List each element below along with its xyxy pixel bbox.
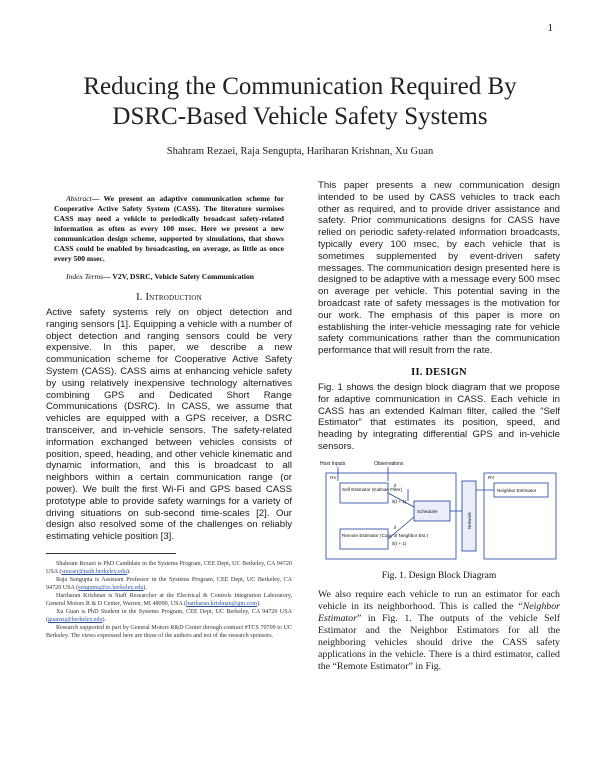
- neighbor-estimator-paragraph: [318, 589, 560, 673]
- footnote-2: [46, 576, 292, 592]
- title-line-2: DSRC-Based Vehicle Safety Systems: [112, 103, 488, 130]
- label-neighbor-estimator: Neighbor Estimator: [497, 487, 537, 493]
- paper-title: [40, 72, 560, 132]
- paragraph-start: We also require each vehicle to run an estimator for each vehicle in its neighborhood. This is called the “: [318, 588, 560, 612]
- footnote-text: Raja Sengupta is Assistant Professor in the Systems Program, CEE Dept, UC Berkeley, CA 94720 USA (: [46, 576, 292, 591]
- label-hv: HV: [330, 474, 337, 480]
- author-list: Shahram Rezaei, Raja Sengupta, Hariharan Krishnan, Xu Guan: [166, 146, 434, 157]
- footnote-text: Shahram Rezaei is PhD Candidate in the Systems Program, CEE Dept, UC Berkeley, CA 94720 USA (: [46, 560, 292, 575]
- label-rv: RV: [488, 474, 495, 480]
- abstract: [46, 194, 292, 264]
- index-terms-text: — V2V, DSRC, Vehicle Safety Communication: [103, 272, 255, 281]
- footnote-text: Research supported in part by General Motors R&D Center through contract #TCS 70709 to UC Berkeley. The views expressed here are those of the authors and not of the research sponsors.: [46, 624, 292, 639]
- section-heading-introduction: [46, 292, 292, 303]
- self-estimator-block: [340, 483, 388, 503]
- motivation-paragraph: This paper presents a new communication design intended to be used by CASS vehicles to track each other as required, and to provide driver assistance and safety. Prior communications designs for CASS have relied on periodic safety-related information broadcasts, typically every 100 msec, by each vehicle that is sometimes supplemented by event-driven safety messages. The communication design presented here is designed to be adaptive with a message every 500 msec on average per vehicle. This potential saving in the broadcast rate of safety messages is the motivation for our work. The emphasis of this paper is more on establishing the inter-vehicle messaging rate for vehicle safety communications rather than the communication performance that will result from the rate.: [318, 180, 560, 357]
- footnote-email-link[interactable]: hariharan.krishnan@gm.com: [186, 600, 258, 607]
- introduction-paragraph: Active safety systems rely on object detection and ranging sensors [1]. Equipping a vehicle with a number of object detection and ranging sensors could be very expensive. In this paper, we describe a new communication scheme for Cooperative Active Safety System (CASS). CASS aims at enhancing vehicle safety by using relatively inexpensive technology alternatives combining GPS and Dedicated Short Range Communications (DSRC). In CASS, we assume that vehicles are equipped with a GPS receiver, a DSRC transceiver, and in-vehicle sensors. The safety-related information exchanged between vehicles consists of position, speed, heading, and other vehicle kinematic and dynamic information, and this is broadcast to all neighbors within a certain communication range (or power). We built the first Wi-Fi and GPS based CASS prototype able to provide safety warnings for a variety of driving situations on sub-second time-scales [2]. Our design also resolved some of the challenges on reliably estimating vehicle position [3].: [46, 307, 292, 543]
- rv-boundary: [484, 473, 556, 559]
- section-heading-design: II. DESIGN: [411, 366, 467, 378]
- block-diagram-svg: [318, 459, 560, 563]
- label-xhat-d: x̂(t + 1): [392, 540, 407, 546]
- right-column: [318, 180, 560, 673]
- label-observations: Observations: [374, 460, 404, 467]
- footnote-divider: [46, 553, 176, 554]
- label-network: Network: [467, 511, 472, 529]
- label-scheduler: Scheduler: [417, 508, 438, 514]
- footnote-text: Xu Guan is PhD Student in the Systems Program, CEE Dept, UC Berkeley, CA 94720 USA (: [46, 608, 292, 623]
- footnote-end: ).: [143, 584, 147, 591]
- figure-caption: Fig. 1. Design Block Diagram: [381, 570, 497, 581]
- footnote-email-link[interactable]: guanxu@berkeley.edu: [48, 616, 103, 623]
- label-xhat-a: x̂: [394, 482, 397, 488]
- footnote-end: ).: [257, 600, 261, 607]
- label-self-estimator: Self Estimator (Kalman Filter): [342, 486, 402, 492]
- footnote-email-link[interactable]: sengupta@ce.berkeley.edu: [78, 584, 144, 591]
- footnote-end: ).: [102, 616, 107, 623]
- abstract-text: — We present an adaptive communication scheme for Cooperative Active Safety System (CASS). The literature surmises CASS may need a vehicle to periodically broadcast safety-related information as often as every 100 msec. Here we present a new communication design scheme, supported by simulations, that shows CASS could be enabled by broadcasting, on average, as little as once every 500 msec.: [54, 194, 284, 263]
- label-xhat-c: x̂: [394, 524, 397, 530]
- footnote-5: [46, 624, 292, 640]
- footnote-end: ).: [126, 568, 131, 575]
- footnote-email-link[interactable]: srezaei@path.berkeley.edu: [61, 568, 127, 575]
- index-terms: [46, 272, 292, 282]
- design-paragraph: Fig. 1 shows the design block diagram that we propose for adaptive communication in CASS. Each vehicle in CASS has an extended Kalman filter, called the “Self Estimator” that estimates its position, speed, and heading by integrating differential GPS and in-vehicle sensors.: [318, 381, 560, 452]
- label-xhat-b: x̂(t + 1): [392, 498, 407, 504]
- design-block-diagram: [318, 459, 560, 563]
- footnote-4: [46, 608, 292, 624]
- label-remote-estimator: Remote Estimator (Copy of Neighbor Est.): [342, 532, 429, 538]
- index-terms-lead: Index Terms: [66, 272, 104, 281]
- remote-estimator-block: [340, 529, 388, 549]
- left-column: [46, 180, 292, 640]
- section-number: I.: [136, 292, 146, 303]
- page-number: 1: [547, 22, 553, 34]
- footnote-1: [46, 560, 292, 576]
- footnote-text: Hariharan Krishnan is Staff Researcher at the Electrical & Controls Integration Laboratory, General Motors R & D Center, Warren, MI 48090, USA (: [46, 592, 292, 607]
- title-line-1: Reducing the Communication Required By: [83, 73, 517, 100]
- footnote-3: [46, 592, 292, 608]
- neighbor-estimator-term: Neighbor Estimator: [318, 600, 560, 624]
- label-host-inputs: Host Inputs: [320, 460, 346, 467]
- section-title: Introduction: [145, 292, 202, 303]
- footnotes: [46, 560, 292, 640]
- paragraph-end: ” in Fig. 1. The outputs of the vehicle Self Estimator and the Neighbor Estimators for all the neighboring vehicles should drive the CASS safety applications in the vehicle. There is a third estimator, called the “Remote Estimator” in Fig.: [318, 612, 560, 672]
- abstract-lead: Abstract: [66, 194, 92, 203]
